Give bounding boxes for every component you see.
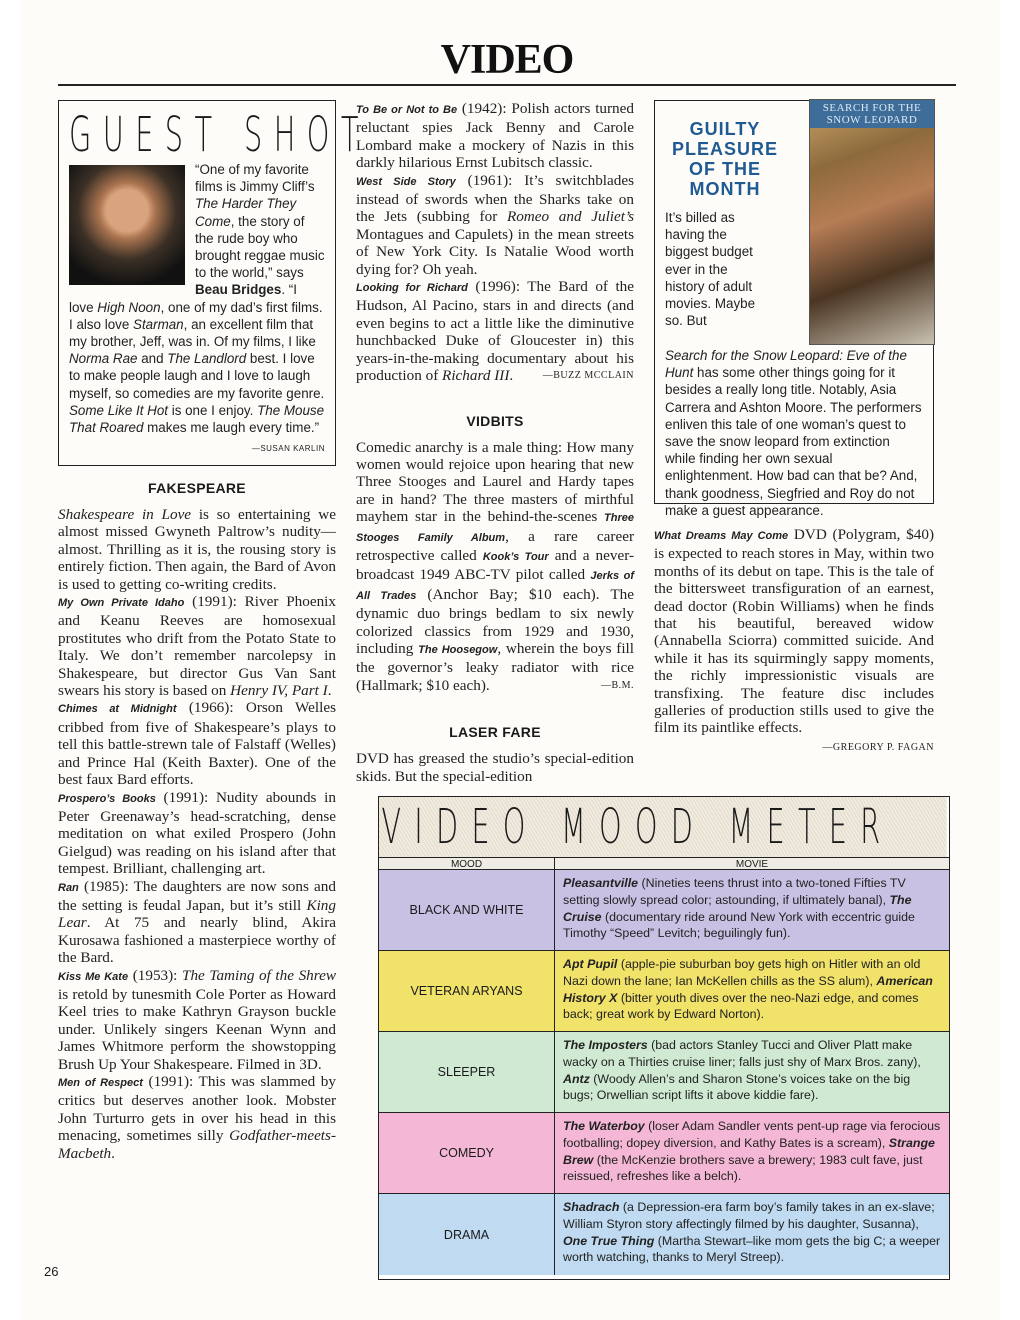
fakespeare-entry: West Side Story (1961): It’s switchblades instead of swords when the Sharks take on the Jets (subbing for Romeo and Juliet’s Montagues and Capulets) in the mean streets of New York City. Is Natalie Wood worth dying for? Oh yeah. (356, 171, 634, 278)
table-row (379, 951, 949, 1032)
movie-cell: The Waterboy (loser Adam Sandler vents pent-up rage via ferocious footballing; dopey diversion, and Kathy Bates is a scream), Strange Brew (the McKenzie brothers save a brewery; 1983 cult fave, just reissued, refreshes like a belch). (555, 1113, 949, 1193)
fakespeare-entry: Kiss Me Kate (1953): The Taming of the Shrew is retold by tunesmith Cole Porter as Howard Keel tries to make Kathryn Grayson buckle under. Unlikely singers Keenan Wynn and James Whitmore perform the showstopping Brush Up Your Shakespeare. Filmed in 3D. (58, 966, 336, 1073)
guest-shot-box (58, 100, 370, 466)
guilty-pleasure-box (654, 100, 934, 518)
col-header-mood: MOOD (379, 858, 555, 869)
fakespeare-entry: Men of Respect (1991): This was slammed by critics but deserves another look. Mobster John Turturro gets in over his head in this menacing, sometimes silly Godfather-meets-Macbeth. (58, 1073, 336, 1162)
laser-fare-body: DVD has greased the studio’s special-edition skids. But the special-edition (356, 750, 634, 785)
table-row (379, 870, 949, 951)
section-title: VIDEO (440, 37, 574, 83)
movie-cell: Apt Pupil (apple-pie suburban boy gets high on Hitler with an old Nazi down the lane; Ian McKellen chills as the SS alum), American History X (bitter youth dives over the neo-Nazi edge, and comes back; great work by Edward Norton). (555, 951, 949, 1031)
mood-meter-header (379, 857, 949, 870)
guest-photo (69, 165, 185, 285)
mood-cell: COMEDY (379, 1113, 555, 1193)
guilty-pleasure-heading: GUILTY PLEASURE OF THE MONTH (671, 119, 778, 199)
column-1 (58, 100, 370, 1162)
guest-shot-credit: —SUSAN KARLIN (251, 444, 325, 454)
guest-shot-title: GUEST SHOT (69, 107, 370, 163)
masthead-rule (58, 84, 956, 86)
laser-fare-heading: LASER FARE (449, 724, 541, 741)
fakespeare-entry: Chimes at Midnight (1966): Orson Welles cribbed from five of Shakespeare’s plays to tell this battle-strewn tale of Falstaff (Welles) and Prince Hal (Keith Baxter). One of the best faux Bard efforts. (58, 699, 336, 789)
fakespeare-entry: My Own Private Idaho (1991): River Phoenix and Keanu Reeves are homosexual prostitutes who drift from the Potato State to Italy. We don’t remember narcolepsy in Shakespeare, but director Gus Van Sant swears his story is based on Henry IV, Part I. (58, 593, 336, 700)
fakespeare-intro: Shakespeare in Love is so entertaining we almost missed Gwyneth Paltrow’s nudity—almost. Thrilling as it is, the rousing story is entirely fiction. Then again, the Bard of Avon is used to getting co-writing credits. (58, 506, 336, 593)
fakespeare-entry: Prospero’s Books (1991): Nudity abounds in Peter Greenaway’s head-scratching, dense meditation on what exiled Prospero (John Gielgud) was reading on his island after that tempest. Brilliant, challenging art. (58, 788, 336, 878)
fakespeare-body (58, 506, 336, 1162)
guilty-pleasure-text-cont: Search for the Snow Leopard: Eve of the Hunt has some other things going for it besides a really long title. Notably, Asia Carrera and Ashton Moore. The performers enliven this tale of one woman’s quest to save the snow leopard from extinction while finding her own sexual enlightenment. How bad can that be? And, thank goodness, Siegfried and Roy do not make a guest appearance. (665, 348, 922, 518)
table-row (379, 1194, 949, 1275)
column-3 (654, 100, 934, 756)
guest-shot-quote: “One of my favorite films is Jimmy Cliff’s The Harder They Come, the story of the rude boy who brought reggae music to the world,” says Beau Bridges. “I love High Noon, one of my dad’s first films. I also love Starman, an excellent film that my brother, Jeff, was in. Of my films, I like Norma Rae and The Landlord best. I love to make people laugh and I love to laugh myself, so comedies are my favorite genre. Some Like It Hot is one I enjoy. The Mouse That Roared makes me laugh every time.” —SUSAN KARLIN (69, 161, 325, 436)
vidbits-heading: VIDBITS (466, 412, 524, 429)
fakespeare-byline: —BUZZ MCCLAIN (542, 370, 634, 382)
column-2 (356, 100, 634, 785)
fakespeare-continued (356, 100, 634, 385)
movie-cell: Pleasantville (Nineties teens thrust into a two-toned Fifties TV setting slowly spread color; astounding, if ultimately banal), The Cruise (documentary ride around New York with eccentric guide Timothy “Speed” Levitch; beguilingly fun). (555, 870, 949, 950)
guilty-pleasure-text: It’s billed as having the biggest budget ever in the history of adult movies. Maybe so. But (665, 210, 756, 329)
table-row (379, 1113, 949, 1194)
video-mood-meter (378, 796, 950, 1280)
mood-cell: BLACK AND WHITE (379, 870, 555, 950)
dvd-cover-title: SEARCH FOR THE SNOW LEOPARD (810, 100, 934, 128)
section-masthead (58, 36, 956, 84)
laser-fare-byline: —GREGORY P. FAGAN (822, 741, 934, 753)
col-header-movie: MOVIE (735, 859, 769, 870)
vidbits-byline: —B.M. (600, 679, 634, 691)
dvd-cover-image (809, 99, 935, 345)
mood-meter-title: VIDEO MOOD METER (379, 797, 947, 857)
laser-fare-continued: What Dreams May Come DVD (Polygram, $40) is expected to reach stores in May, within two months of its debut on tape. This is the tale of the bittersweet transfiguration of an earnest, dead doctor (Robin Williams) when he finds that his beautiful, bereaved widow (Annabella Sciorra) committed suicide. And while it has its squirmingly sappy moments, the richly impressionistic visuals are transfixing. The feature disc includes galleries of production stills used to give the film its paintlike effects. —GREGORY P. FAGAN (654, 526, 935, 753)
fakespeare-entry: Ran (1985): The daughters are now sons and the setting is feudal Japan, but it’s still King Lear. At 75 and nearly blind, Akira Kurosawa fashioned a masterpiece worthy of the Bard. (58, 877, 336, 967)
mood-cell: SLEEPER (379, 1032, 555, 1112)
fakespeare-heading: FAKESPEARE (148, 480, 246, 496)
vidbits-body: Comedic anarchy is a male thing: How many women would rejoice upon hearing that new Three Stooges and Laurel and Hardy tapes are in hand? The three masters of mirthful mayhem star in the behind-the-scenes Three Stooges Family Album, a rare career retrospective called Kook’s Tour and a never-broadcast 1949 ABC-TV pilot called Jerks of All Trades (Anchor Bay; $10 each). The dynamic duo brings bedlam to six newly colorized classics from 1929 and 1930, including The Hoosegow, wherein the boys fill the governor’s leaky radiator with rice (Hallmark; $10 each). —B.M. (356, 438, 635, 694)
mood-cell: VETERAN ARYANS (379, 951, 555, 1031)
fakespeare-entry: Looking for Richard (1996): The Bard of the Hudson, Al Pacino, stars in and directs (and even begins to act a little like the diminutive hunchbacked Duke of Gloucester in) this years-in-the-making documentary about his production of Richard III. —BUZZ MCCLAIN (356, 278, 635, 385)
movie-cell: The Imposters (bad actors Stanley Tucci and Oliver Platt make wacky on a Thirties cruise liner; falls just shy of Marx Bros. zany), Antz (Woody Allen’s and Sharon Stone’s voices take on the big bugs; Orwellian script lifts it above kiddie fare). (555, 1032, 949, 1112)
mood-cell: DRAMA (379, 1194, 555, 1275)
fakespeare-entry: To Be or Not to Be (1942): Polish actors turned reluctant spies Jack Benny and Carole Lombard make a mockery of Nazis in this darkly hilarious Ernst Lubitsch classic. (356, 100, 634, 172)
table-row (379, 1032, 949, 1113)
movie-cell: Shadrach (a Depression-era farm boy’s family takes in an ex-slave; William Styron story affectingly filmed by his daughter, Susanna), One True Thing (Martha Stewart–like mom gets the big C; a weeper worth watching, thanks to Meryl Streep). (555, 1194, 949, 1275)
page-number: 26 (44, 1264, 59, 1279)
